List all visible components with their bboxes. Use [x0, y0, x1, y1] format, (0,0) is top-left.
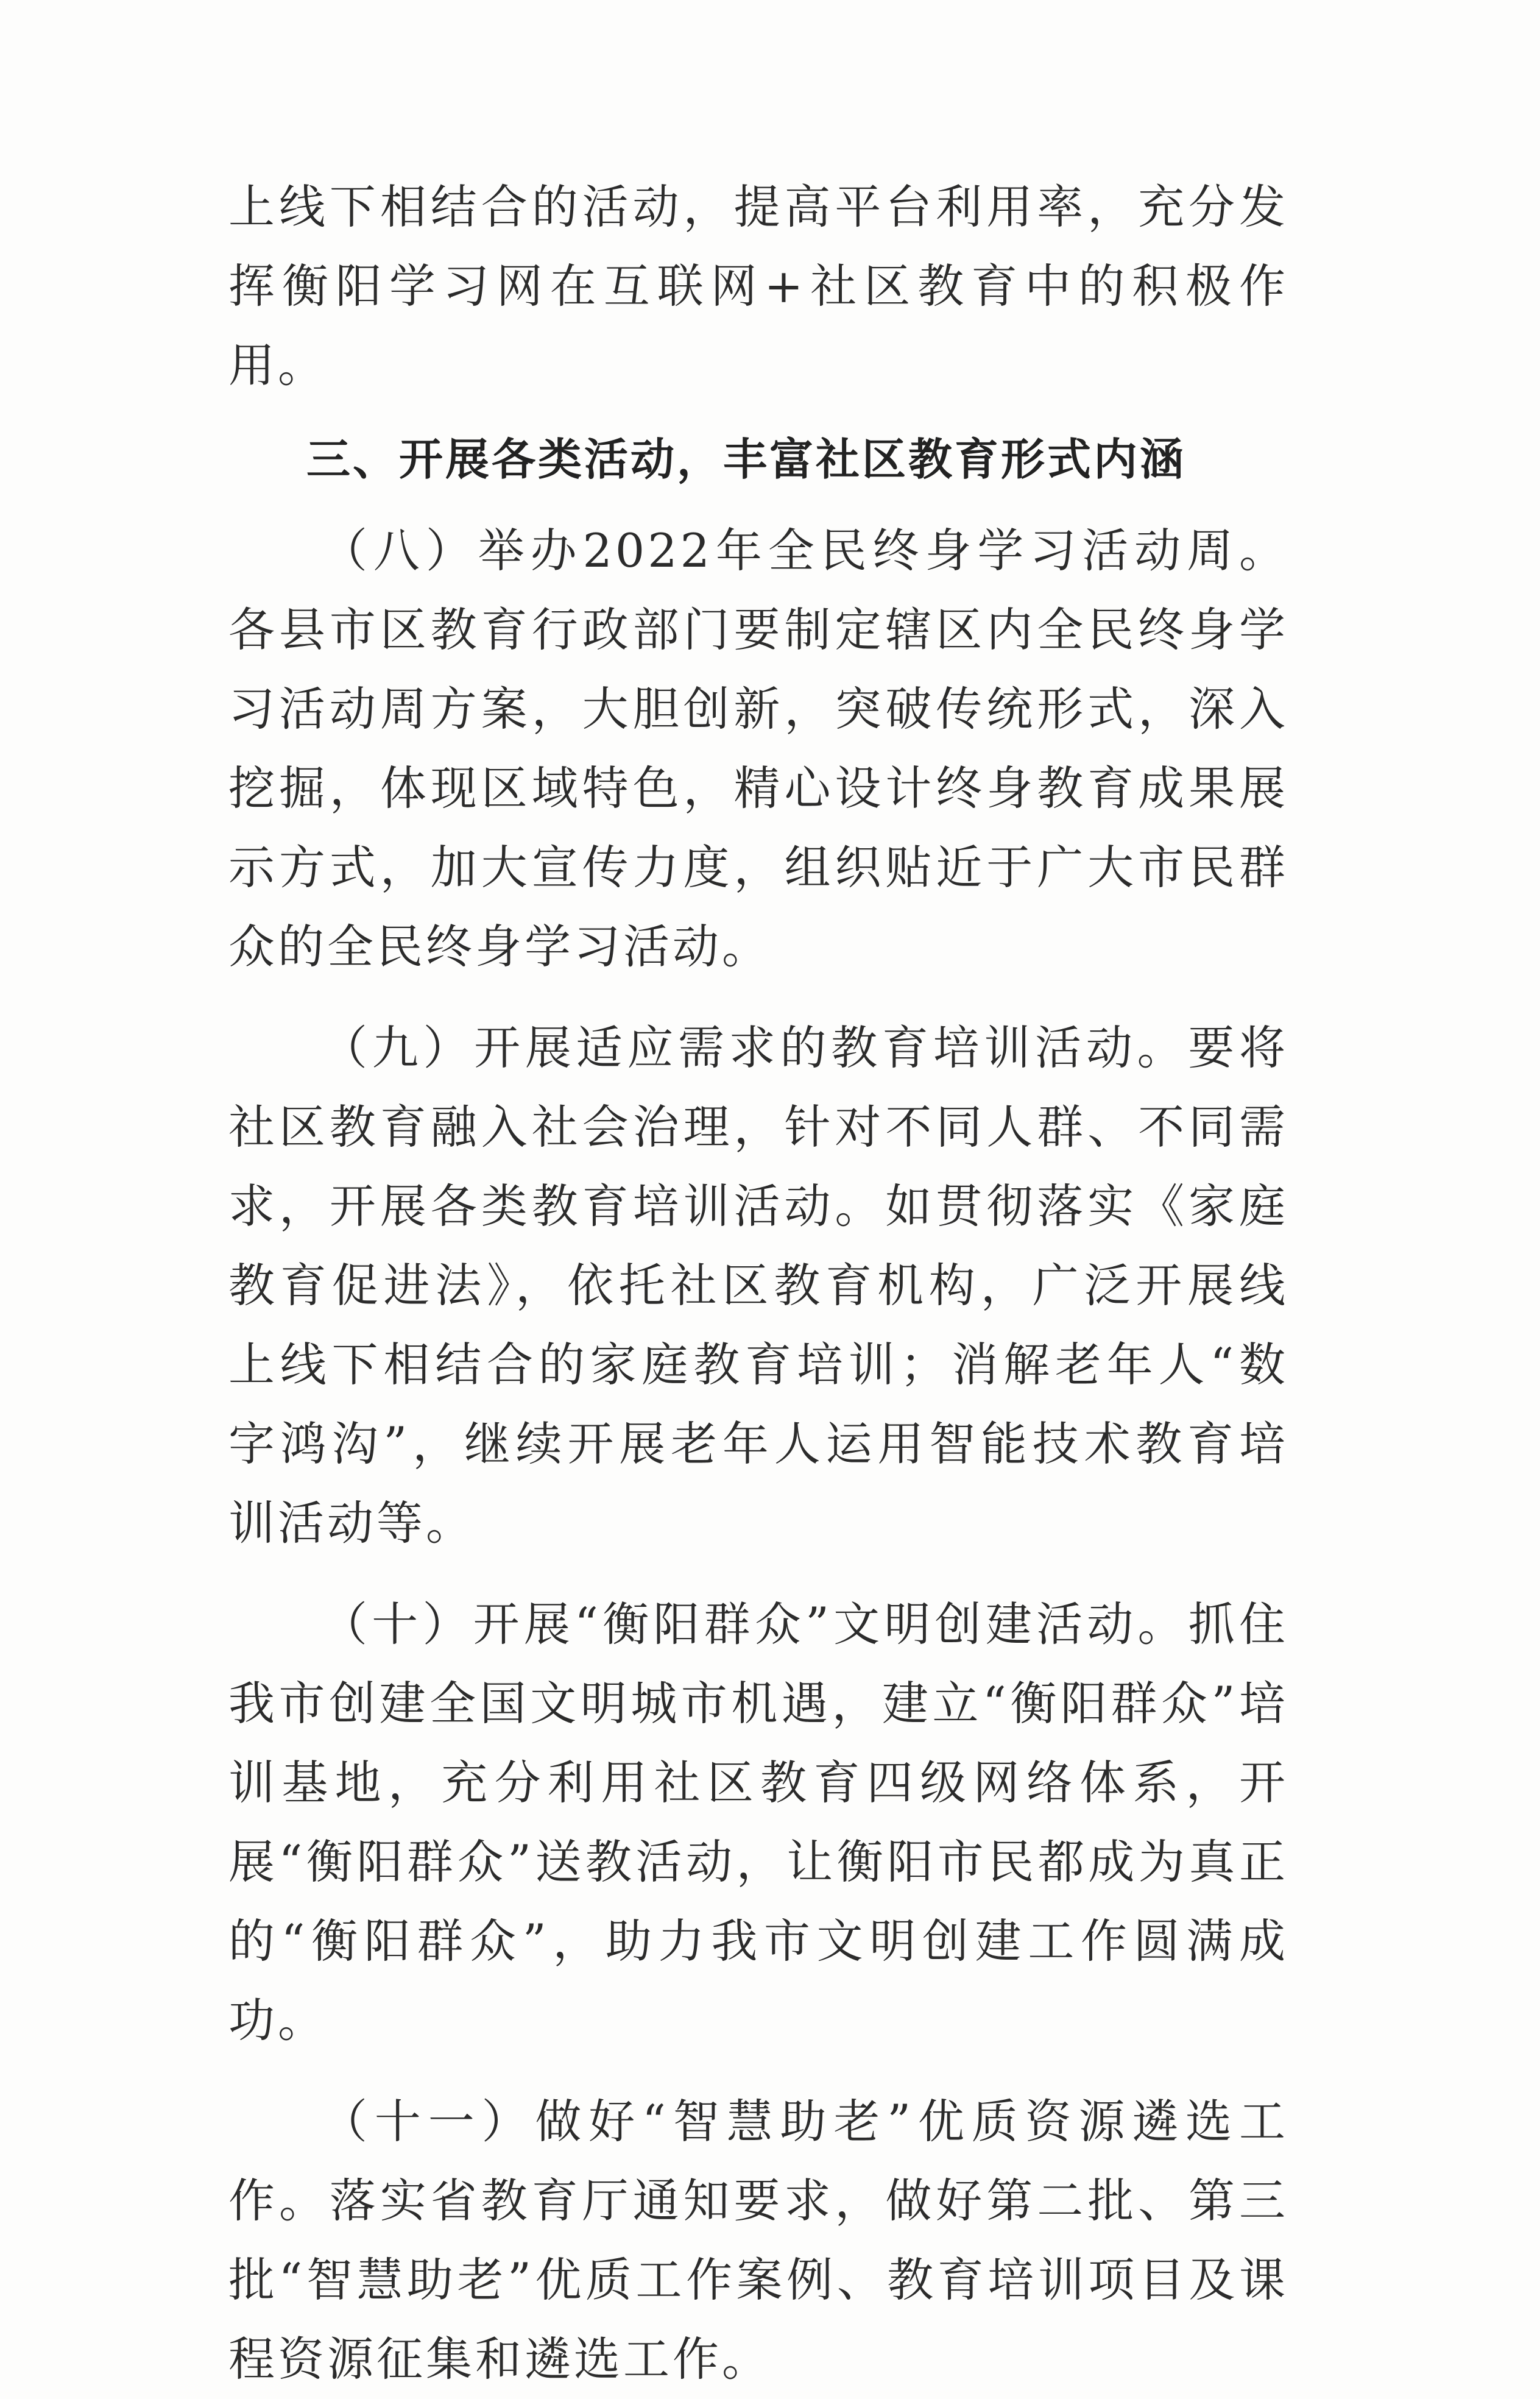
item-10-body: 抓住我市创建全国文明城市机遇，建立“衡阳群众”培训基地，充分利用社区教育四级网络体系，开展“衡阳群众”送教活动，让衡阳市民都成为真正的“衡阳群众”，助力我市文明创建工作圆满成功。 — [228, 1597, 1288, 2047]
paragraph-item-9 — [228, 1008, 1288, 1563]
document-body — [228, 168, 1288, 2399]
section-heading: 三、开展各类活动，丰富社区教育形式内涵 — [306, 434, 1187, 485]
paragraph-item-10 — [228, 1585, 1288, 2060]
paragraph-continuation: 上线下相结合的活动，提高平台利用率，充分发挥衡阳学习网在互联网+社区教育中的积极作用。 — [228, 180, 1288, 392]
item-8-title: （八）举办2022年全民终身学习活动周。 — [321, 523, 1288, 578]
item-10-title: （十）开展“衡阳群众”文明创建活动。 — [321, 1597, 1189, 1651]
item-11-title: （十一）做好“智慧助老”优质资源遴选工作。 — [228, 2094, 1288, 2228]
item-9-body: 要将社区教育融入社会治理，针对不同人群、不同需求，开展各类教育培训活动。如贯彻落实《家庭教育促进法》，依托社区教育机构，广泛开展线上线下相结合的家庭教育培训；消解老年人“数字鸿沟”，继续开展老年人运用智能技术教育培训活动等。 — [228, 1021, 1289, 1550]
item-9-title: （九）开展适应需求的教育培训活动。 — [321, 1021, 1189, 1075]
paragraph-item-11 — [228, 2082, 1288, 2399]
item-8-body: 各县市区教育行政部门要制定辖区内全民终身学习活动周方案，大胆创新，突破传统形式，深入挖掘，体现区域特色，精心设计终身教育成果展示方式，加大宣传力度，组织贴近于广大市民群众的全民终身学习活动。 — [228, 603, 1288, 974]
paragraph-item-8 — [228, 511, 1288, 987]
item-11-body: 落实省教育厅通知要求，做好第二批、第三批“智慧助老”优质工作案例、教育培训项目及课程资源征集和遴选工作。 — [228, 2174, 1289, 2386]
